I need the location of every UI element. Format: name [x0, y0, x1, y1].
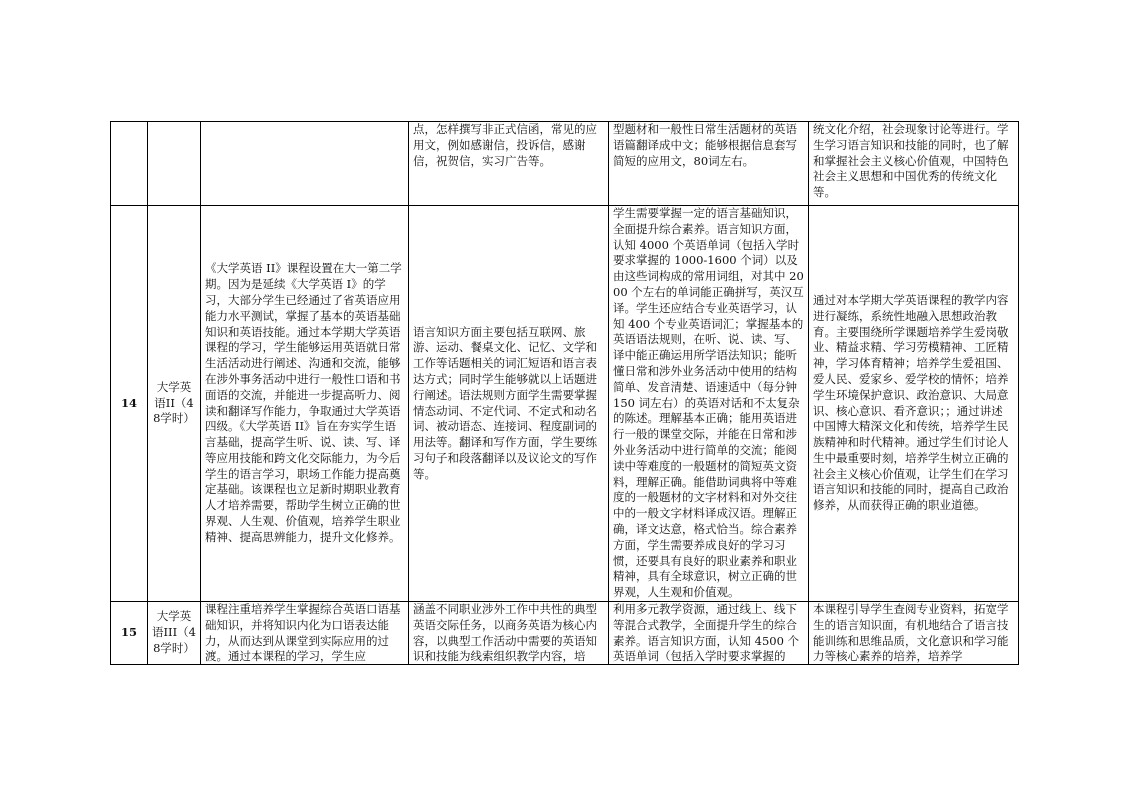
row-number [111, 122, 148, 206]
course-content: 点，怎样撰写非正式信函，常见的应用文，例如感谢信，投诉信，感谢信，祝贺信，实习广告等。 [409, 122, 609, 206]
course-requirements: 型题材和一般性日常生活题材的英语语篇翻译成中文；能够根据信息套写简短的应用文，80词左右。 [609, 122, 809, 206]
table-row [111, 122, 1019, 206]
course-ideology: 统文化介绍，社会现象讨论等进行。学生学习语言知识和技能的同时，也了解和掌握社会主义核心价值观，中国特色社会主义思想和中国优秀的传统文化等。 [809, 122, 1019, 206]
course-name [148, 122, 201, 206]
course-content: 语言知识方面主要包括互联网、旅游、运动、餐桌文化、记忆、文学和工作等话题相关的词汇短语和语言表达方式；同时学生能够就以上话题进行阐述。语法规则方面学生需要掌握情态动词、不定代词、不定式和动名词、被动语态、连接词、程度副词的用法等。翻译和写作方面，学生要练习句子和段落翻译以及议论文的写作等。 [409, 206, 609, 602]
course-requirements-text: 利用多元教学资源，通过线上、线下等混合式教学，全面提升学生的综合素养。语言知识方面，认知 4500 个英语单词（包括入学时要求掌握的 [613, 602, 800, 664]
course-objective: 《大学英语 II》课程设置在大一第二学期。因为是延续《大学英语 I》的学习，大部分学生已经通过了省英语应用能力水平测试，掌握了基本的英语基础知识和英语技能。通过本学期大学英语课程的学习，学生能够运用英语就日常生活活动进行阐述、沟通和交流，能够在涉外事务活动中进行一般性口语和书面语的交流，并能进一步提高听力、阅读和翻译写作能力，争取通过大学英语四级。《大学英语 II》旨在夯实学生语言基础，提高学生听、说、读、写、译等应用技能和跨文化交际能力，为今后学生的语言学习，职场工作能力提高奠定基础。该课程也立足新时期职业教育人才培养需要，帮助学生树立正确的世界观、人生观、价值观，培养学生职业精神、提高思辨能力，提升文化修养。 [201, 206, 409, 602]
course-name: 大学英语II（48学时） [148, 206, 201, 602]
course-content [409, 602, 609, 665]
curriculum-table [110, 121, 1019, 665]
course-ideology: 通过对本学期大学英语课程的教学内容进行凝练，系统性地融入思想政治教育。主要围绕所学课题培养学生爱岗敬业、精益求精、学习劳模精神、工匠精神，学习体育精神；培养学生爱祖国、爱人民、爱家乡、爱学校的情怀；培养学生环境保护意识、政治意识、大局意识、核心意识、看齐意识；；通过讲述中国博大精深文化和传统，培养学生民族精神和时代精神。通过学生们讨论人生中最重要时刻，培养学生树立正确的社会主义核心价值观，让学生们在学习语言知识和技能的同时，提高自己政治修养，从而获得正确的职业道德。 [809, 206, 1019, 602]
course-name: 大学英语III（48学时） [148, 602, 201, 665]
course-objective [201, 602, 409, 665]
course-ideology-text: 本课程引导学生查阅专业资料，拓宽学生的语言知识面，有机地结合了语言技能训练和思维品质，文化意识和学习能力等核心素养的培养，培养学 [813, 602, 1009, 664]
course-content-text: 涵盖不同职业涉外工作中共性的典型英语交际任务，以商务英语为核心内容，以典型工作活动中需要的英语知识和技能为线索组织教学内容，培 [413, 602, 597, 664]
course-requirements [609, 602, 809, 665]
row-number: 14 [111, 206, 148, 602]
course-objective-text: 课程注重培养学生掌握综合英语口语基础知识，并将知识内化为口语表达能力，从而达到从课堂到实际应用的过渡。通过本课程的学习，学生应 [205, 602, 401, 664]
course-requirements: 学生需要掌握一定的语言基础知识，全面提升综合素养。语言知识方面，认知 4000 个英语单词（包括入学时要求掌握的 1000-1600 个词）以及由这些词构成的常用词组，对其中 2000 个左右的单词能正确拼写，英汉互译。学生还应结合专业英语学习，认知 400 个专业英语词汇；掌握基本的英语语法规则，在听、说、读、写、译中能正确运用所学语法知识；能听懂日常和涉外业务活动中使用的结构简单、发音清楚、语速适中（每分钟 150 词左右）的英语对话和不太复杂的陈述。理解基本正确；能用英语进行一般的课堂交际，并能在日常和涉外业务活动中进行简单的交流；能阅读中等难度的一般题材的简短英文资料，理解正确。能借助词典将中等难度的一般题材的文字材料和对外交往中的一般文字材料译成汉语。理解正确，译文达意，格式恰当。综合素养方面，学生需要养成良好的学习习惯，还要具有良好的职业素养和职业精神，具有全球意识，树立正确的世界观，人生观和价值观。 [609, 206, 809, 602]
row-number: 15 [111, 602, 148, 665]
table-row [111, 206, 1019, 602]
course-ideology [809, 602, 1019, 665]
table-row [111, 602, 1019, 665]
course-objective [201, 122, 409, 206]
